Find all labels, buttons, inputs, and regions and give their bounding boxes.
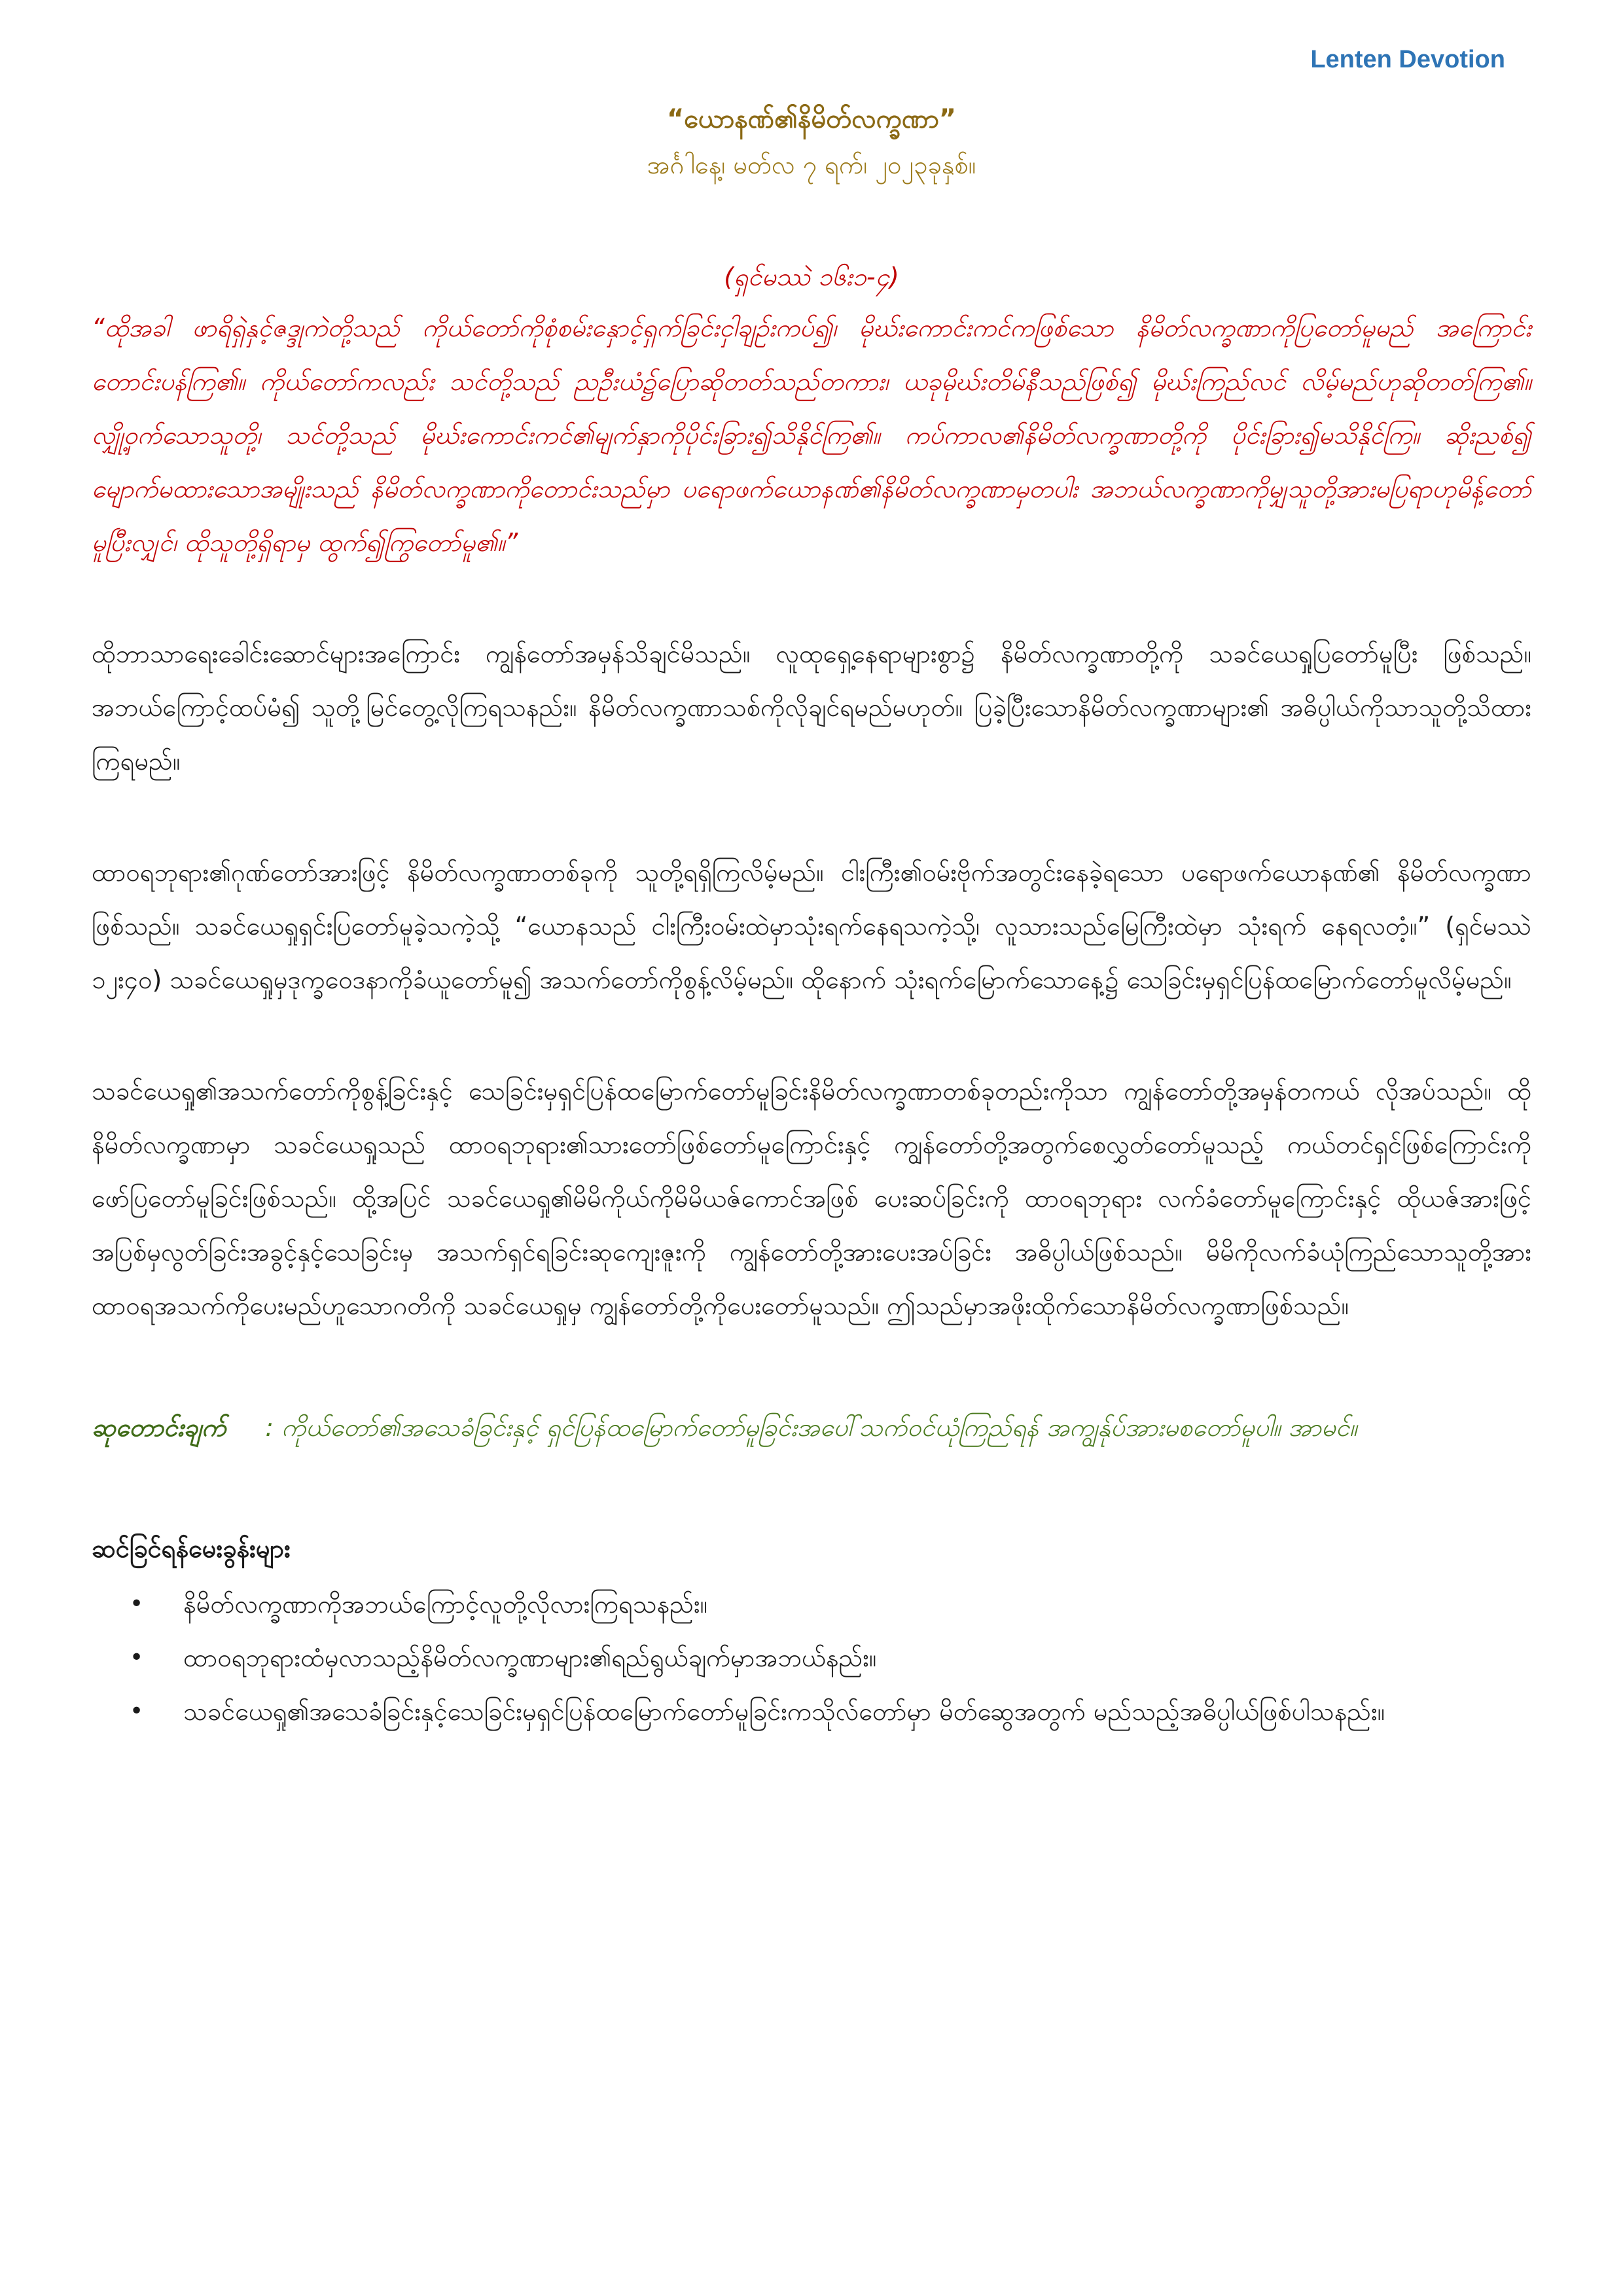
scripture-text: “ထိုအခါ ဖာရိရှဲနှင့်ဇဒ္ဒုကဲတို့သည် ကိုယ်တော်ကိုစုံစမ်းနှောင့်ရှက်ခြင်းငှါချဉ်းကပ်၍၊ မိုဃ်းကောင်းကင်ကဖြစ်သော နိမိတ်လက္ခဏာကိုပြတော်မူမည် အကြောင်းတောင်းပန်ကြ၏။ ကိုယ်တော်ကလည်း သင်တို့သည် ညဦးယံ၌ပြောဆိုတတ်သည်တကား၊ ယခုမိုဃ်းတိမ်နီသည်ဖြစ်၍ မိုဃ်းကြည်လင် လိမ့်မည်ဟုဆိုတတ်ကြ၏။ လျှို့ဝှက်သောသူတို့၊ သင်တို့သည် မိုဃ်းကောင်းကင်၏မျက်နှာကိုပိုင်းခြား၍သိနိုင်ကြ၏။ ကပ်ကာလ၏နိမိတ်လက္ခဏာတို့ကို ပိုင်းခြား၍မသိနိုင်ကြ။ ဆိုးညစ်၍ မျောက်မထားသောအမျိုးသည် နိမိတ်လက္ခဏာကိုတောင်းသည်မှာ ပရောဖက်ယောနဏ်၏နိမိတ်လက္ခဏာမှတပါး အဘယ်လက္ခဏာကိုမျှသူတို့အားမပြရာဟုမိန့်တော်မူပြီးလျှင်၊ ထိုသူတို့ရှိရာမှ ထွက်၍ကြွတော်မူ၏။”: [92, 314, 1531, 557]
bullet-icon: •: [130, 1590, 144, 1617]
paragraph-1: ထိုဘာသာရေးခေါင်းဆောင်များအကြောင်း ကျွန်တော်အမှန်သိချင်မိသည်။ လူထုရှေ့နေရာများစွာ၌ နိမိတ်လက္ခဏာတို့ကို သခင်ယေရှုပြတော်မူပြီး ဖြစ်သည်။ အဘယ်ကြောင့်ထပ်မံ၍ သူတို့မြင်တွေ့လိုကြရသနည်း။ နိမိတ်လက္ခဏာသစ်ကိုလိုချင်ရမည်မဟုတ်။ ပြခဲ့ပြီးသောနိမိတ်လက္ခဏာများ၏ အဓိပ္ပါယ်ကိုသာသူတို့သိထားကြရမည်။: [92, 639, 1531, 776]
title-block: [92, 98, 1531, 185]
paragraph-2: ထာဝရဘုရား၏ဂုဏ်တော်အားဖြင့် နိမိတ်လက္ခဏာတစ်ခုကို သူတို့ရရှိကြလိမ့်မည်။ ငါးကြီး၏ဝမ်းဗိုက်အတွင်းနေခဲ့ရသော ပရောဖက်ယောနဏ်၏ နိမိတ်လက္ခဏာဖြစ်သည်။ သခင်ယေရှုရှင်းပြတော်မူခဲ့သကဲ့သို့ “ယောနသည် ငါးကြီးဝမ်းထဲမှာသုံးရက်နေရသကဲ့သို့၊ လူသားသည်မြေကြီးထဲမှာ သုံးရက် နေရလတံ့။” (ရှင်မဿဲ ၁၂း၄၀) သခင်ယေရှုမှဒုက္ခဝေဒနာကိုခံယူတော်မူ၍ အသက်တော်ကိုစွန့်လိမ့်မည်။ ထိုနောက် သုံးရက်မြောက်သောနေ့၌ သေခြင်းမှရှင်ပြန်ထမြောက်တော်မူလိမ့်မည်။: [92, 858, 1531, 994]
question-text: သခင်ယေရှု၏အသေခံခြင်းနှင့်သေခြင်းမှရှင်ပြန်ထမြောက်တော်မူခြင်းကသိုလ်တော်မှာ မိတ်ဆွေအတွက် မည်သည့်အဓိပ္ပါယ်ဖြစ်ပါသနည်း။: [183, 1697, 1385, 1726]
paragraph-3: သခင်ယေရှု၏အသက်တော်ကိုစွန့်ခြင်းနှင့် သေခြင်းမှရှင်ပြန်ထမြောက်တော်မူခြင်းနိမိတ်လက္ခဏာတစ်ခုတည်းကိုသာ ကျွန်တော်တို့အမှန်တကယ် လိုအပ်သည်။ ထိုနိမိတ်လက္ခဏာမှာ သခင်ယေရှုသည် ထာဝရဘုရား၏သားတော်ဖြစ်တော်မူကြောင်းနှင့် ကျွန်တော်တို့အတွက်စေလွှတ်တော်မူသည့် ကယ်တင်ရှင်ဖြစ်ကြောင်းကို ဖော်ပြတော်မူခြင်းဖြစ်သည်။ ထို့အပြင် သခင်ယေရှု၏မိမိကိုယ်ကိုမိမိယဇ်ကောင်အဖြစ် ပေးဆပ်ခြင်းကို ထာဝရဘုရား လက်ခံတော်မူကြောင်းနှင့် ထိုယဇ်အားဖြင့် အပြစ်မှလွတ်ခြင်းအခွင့်နှင့်သေခြင်းမှ အသက်ရှင်ရခြင်းဆုကျေးဇူးကို ကျွန်တော်တို့အားပေးအပ်ခြင်း အဓိပ္ပါယ်ဖြစ်သည်။ မိမိကိုလက်ခံယုံကြည်သောသူတို့အား ထာဝရအသက်ကိုပေးမည်ဟူသောဂတိကို သခင်ယေရှုမှ ကျွန်တော်တို့ကိုပေးတော်မူသည်။ ဤသည်မှာအဖိုးထိုက်သောနိမိတ်လက္ခဏာဖြစ်သည်။: [92, 1077, 1531, 1320]
question-text: ထာဝရဘုရားထံမှလာသည့်နိမိတ်လက္ခဏာများ၏ရည်ရွယ်ချက်မှာအဘယ်နည်း။: [183, 1643, 877, 1672]
devotion-date: အင်္ဂါနေ့၊ မတ်လ ၇ ရက်၊ ၂၀၂၃ခုနှစ်။: [647, 151, 976, 179]
scripture-block: [92, 257, 1531, 569]
question-item: [92, 1685, 1531, 1738]
questions-block: [92, 1528, 1531, 1738]
prayer-text: : ကိုယ်တော်၏အသေခံခြင်းနှင့် ရှင်ပြန်ထမြောက်တော်မူခြင်းအပေါ်သက်ဝင်ယုံကြည်ရန် အကျွန်ုပ်အားမစတော်မူပါ။ အာမင်။: [265, 1413, 1357, 1442]
question-item: [92, 1577, 1531, 1631]
questions-heading: ဆင်ခြင်ရန်မေးခွန်းများ: [92, 1534, 291, 1563]
devotion-title: “ယောနဏ်၏နိမိတ်လက္ခဏာ”: [666, 104, 957, 134]
questions-list: [92, 1577, 1531, 1738]
prayer-label: ဆုတောင်းချက်: [92, 1413, 226, 1442]
question-item: [92, 1631, 1531, 1685]
header-tag: Lenten Devotion: [1310, 46, 1505, 73]
prayer-block: [92, 1401, 1531, 1454]
bullet-icon: •: [130, 1698, 144, 1725]
page-content: [92, 39, 1531, 1738]
scripture-reference: (ရှင်မဿဲ ၁၆း၁-၄): [724, 262, 899, 291]
question-text: နိမိတ်လက္ခဏာကိုအဘယ်ကြောင့်လူတို့လိုလားကြရသနည်း။: [183, 1590, 708, 1619]
bullet-icon: •: [130, 1644, 144, 1671]
